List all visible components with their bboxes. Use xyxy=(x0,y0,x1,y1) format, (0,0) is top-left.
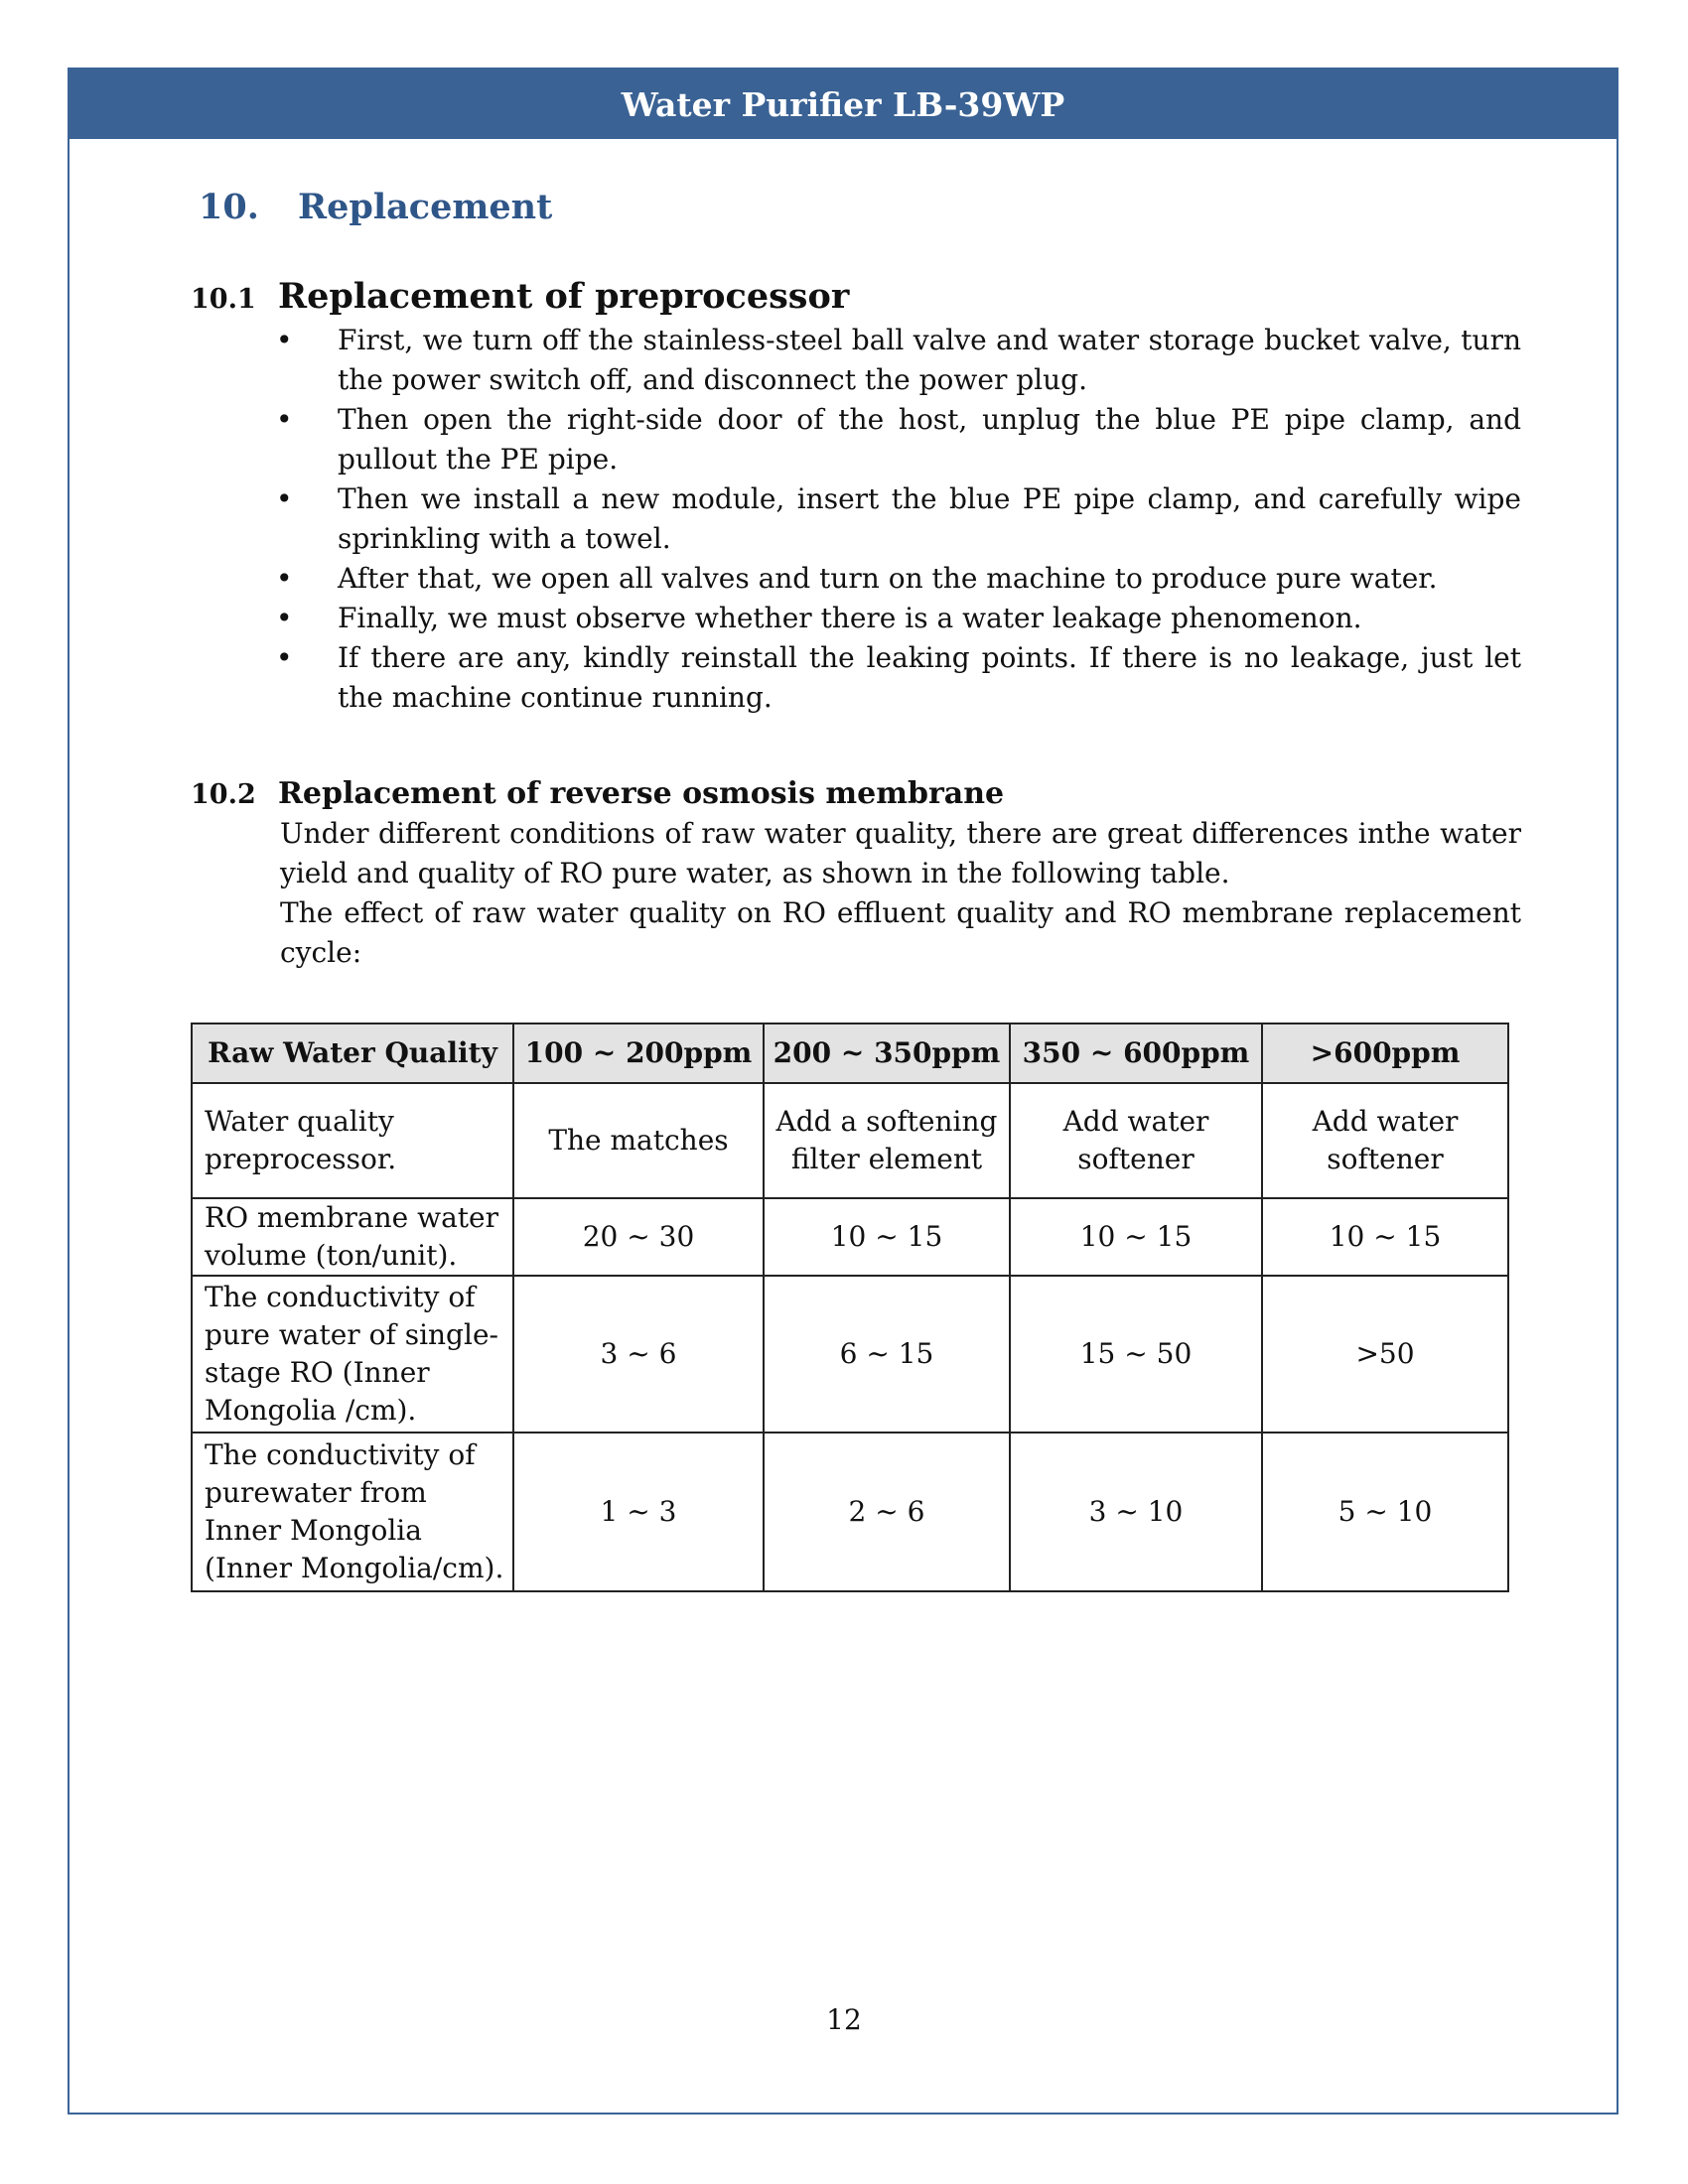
section-number: 10. xyxy=(199,187,259,227)
list-item: • Then we install a new module, insert the blue PE pipe clamp, and carefully wipe sprinkling with a towel. xyxy=(276,479,1521,559)
section-title: Replacement xyxy=(298,187,553,227)
row-label-cell: Water quality preprocessor. xyxy=(192,1083,513,1198)
table-header-cell: 200 ~ 350ppm xyxy=(764,1024,1010,1083)
table-cell: >50 xyxy=(1262,1276,1508,1433)
ro-membrane-description xyxy=(280,814,1521,973)
row-label-cell: RO membrane water volume (ton/unit). xyxy=(192,1198,513,1276)
table-cell: Add water softener xyxy=(1262,1083,1508,1198)
table-row xyxy=(192,1433,1508,1591)
table-row xyxy=(192,1276,1508,1433)
list-item: • If there are any, kindly reinstall the leaking points. If there is no leakage, just let the machine continue running. xyxy=(276,638,1521,718)
table-cell: 5 ~ 10 xyxy=(1262,1433,1508,1591)
table-cell: 1 ~ 3 xyxy=(513,1433,764,1591)
list-item: • First, we turn off the stainless-steel ball valve and water storage bucket valve, turn the power switch off, and disconnect the power plug. xyxy=(276,321,1521,400)
table-cell: 20 ~ 30 xyxy=(513,1198,764,1276)
raw-water-quality-table xyxy=(191,1023,1509,1592)
page-number: 12 xyxy=(826,2003,862,2036)
document-header xyxy=(70,69,1617,139)
table-cell: 3 ~ 10 xyxy=(1010,1433,1262,1591)
subsection-number: 10.1 xyxy=(191,284,256,315)
table-header-row xyxy=(192,1024,1508,1083)
table-cell: Add water softener xyxy=(1010,1083,1262,1198)
table-cell: 10 ~ 15 xyxy=(764,1198,1010,1276)
table-cell: The matches xyxy=(513,1083,764,1198)
table-header-cell: Raw Water Quality xyxy=(192,1024,513,1083)
row-label-cell: The conductivity of pure water of single-stage RO (Inner Mongolia /cm). xyxy=(192,1276,513,1433)
table-cell: Add a softening filter element xyxy=(764,1083,1010,1198)
subsection-title: Replacement of reverse osmosis membrane xyxy=(278,776,1005,811)
table-cell: 10 ~ 15 xyxy=(1262,1198,1508,1276)
table-row xyxy=(192,1083,1508,1198)
subsection-heading-ro-membrane xyxy=(191,776,1004,811)
table-cell: 15 ~ 50 xyxy=(1010,1276,1262,1433)
subsection-heading-preprocessor xyxy=(191,276,849,317)
subsection-number: 10.2 xyxy=(191,779,256,810)
table-row xyxy=(192,1198,1508,1276)
section-heading xyxy=(199,187,552,227)
paragraph: The effect of raw water quality on RO effluent quality and RO membrane replacement cycle: xyxy=(280,896,1521,969)
table-header-cell: >600ppm xyxy=(1262,1024,1508,1083)
table-cell: 2 ~ 6 xyxy=(764,1433,1010,1591)
table-cell: 3 ~ 6 xyxy=(513,1276,764,1433)
table-header-cell: 350 ~ 600ppm xyxy=(1010,1024,1262,1083)
document-title: Water Purifier LB-39WP xyxy=(621,84,1065,124)
table-header-cell: 100 ~ 200ppm xyxy=(513,1024,764,1083)
row-label-cell: The conductivity of purewater from Inner Mongolia (Inner Mongolia/cm). xyxy=(192,1433,513,1591)
list-item: • After that, we open all valves and turn on the machine to produce pure water. xyxy=(276,559,1521,599)
table-cell: 6 ~ 15 xyxy=(764,1276,1010,1433)
preprocessor-steps-list xyxy=(276,321,1521,718)
list-item: • Then open the right-side door of the host, unplug the blue PE pipe clamp, and pullout the PE pipe. xyxy=(276,400,1521,479)
paragraph: Under different conditions of raw water quality, there are great differences inthe water yield and quality of RO pure water, as shown in the following table. xyxy=(280,817,1521,889)
subsection-title: Replacement of preprocessor xyxy=(278,276,850,317)
table-cell: 10 ~ 15 xyxy=(1010,1198,1262,1276)
list-item: • Finally, we must observe whether there is a water leakage phenomenon. xyxy=(276,599,1521,638)
